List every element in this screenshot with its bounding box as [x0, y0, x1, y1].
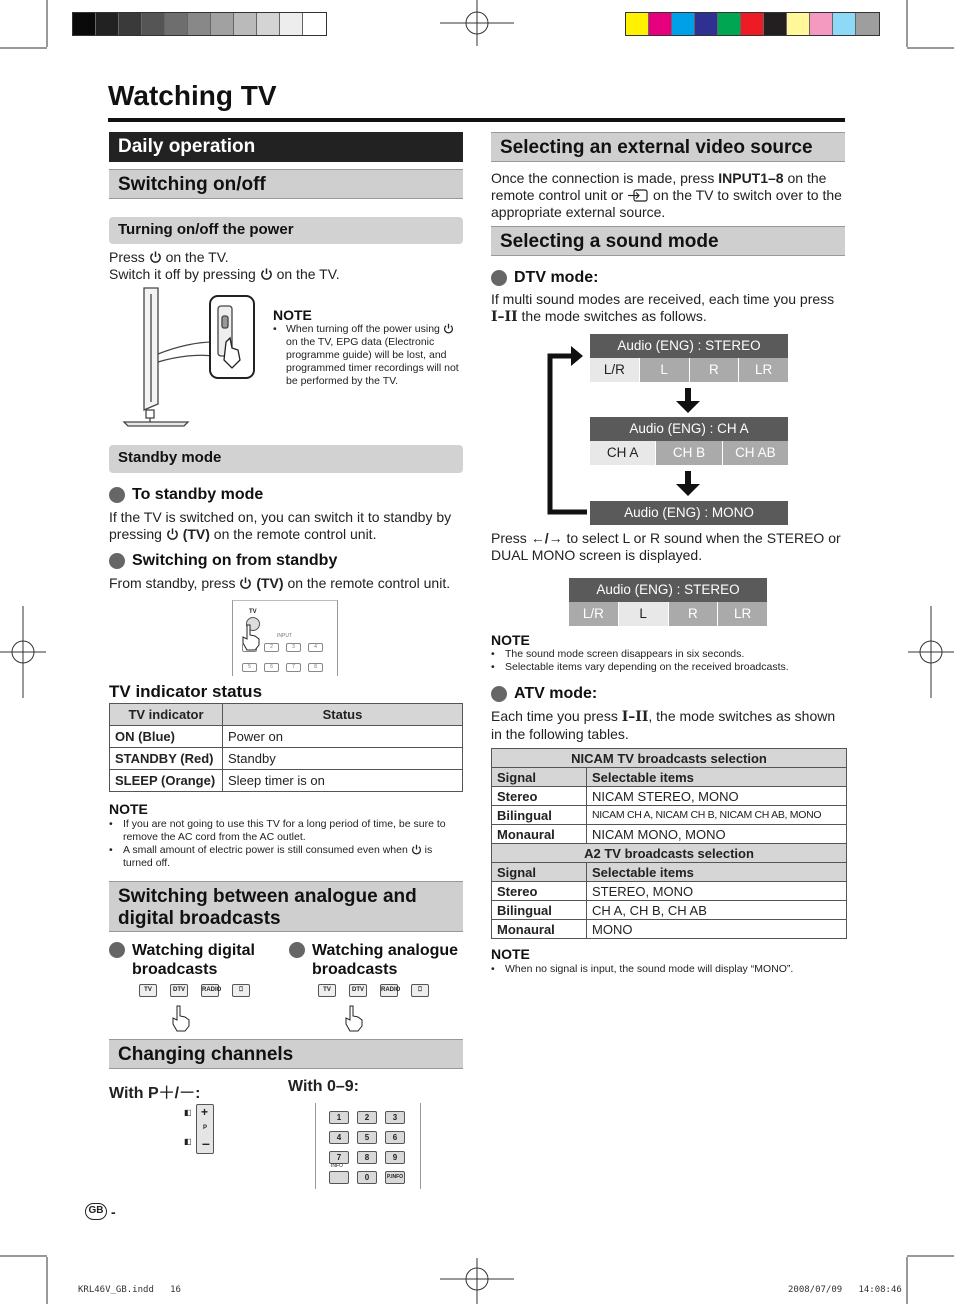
- pointing-hand-icon: [239, 621, 263, 651]
- press-lr-text: Press ←/→ to select L or R sound when the STEREO or DUAL MONO screen is displayed.: [491, 530, 841, 563]
- broadcast-key[interactable]: RADIO: [380, 984, 398, 997]
- signal-cell: Bilingual: [492, 806, 587, 825]
- number-key[interactable]: 3: [385, 1111, 405, 1124]
- watching-digital-heading: Watching digital broadcasts: [109, 941, 279, 979]
- number-key[interactable]: 2: [357, 1111, 377, 1124]
- channel-up-arrow-icon: ◧: [184, 1108, 192, 1117]
- gray-swatch: [142, 13, 165, 35]
- osd-option[interactable]: CH AB: [722, 441, 788, 465]
- power-icon: [411, 844, 422, 855]
- flow-arrow-stem: [685, 388, 691, 402]
- broadcast-key[interactable]: DTV: [349, 984, 367, 997]
- items-cell: NICAM CH A, NICAM CH B, NICAM CH AB, MONO: [587, 806, 847, 825]
- osd-option[interactable]: CH A: [590, 441, 655, 465]
- table-row: [492, 825, 847, 844]
- remote-top-illustration: [232, 600, 338, 676]
- sound-mode-header: Selecting a sound mode: [491, 226, 845, 256]
- osd-option-row: [590, 441, 788, 465]
- channel-rocker[interactable]: [196, 1104, 214, 1154]
- number-key[interactable]: [329, 1171, 349, 1184]
- indicator-title: TV indicator status: [109, 682, 263, 701]
- table-row: [492, 787, 847, 806]
- gray-swatch: [280, 13, 303, 35]
- gray-swatch: [303, 13, 326, 35]
- osd-option[interactable]: L/R: [590, 358, 639, 382]
- switching-broadcasts-header: Switching between analogue and digital broadcasts: [109, 881, 463, 932]
- signal-cell: Monaural: [492, 825, 587, 844]
- table-row: [492, 806, 847, 825]
- file-slug: KRL46V_GB.indd 16: [78, 1285, 181, 1295]
- bullet-dot: [109, 553, 125, 569]
- digital-keys-group: [139, 984, 259, 1034]
- items-cell: CH A, CH B, CH AB: [587, 901, 847, 920]
- p-label: P: [203, 1125, 208, 1131]
- osd-option[interactable]: L/R: [569, 602, 618, 626]
- pointing-hand-icon: [342, 1002, 366, 1032]
- gray-swatch: [73, 13, 96, 35]
- osd-option[interactable]: CH B: [655, 441, 721, 465]
- atv-mode-heading: ATV mode:: [491, 685, 597, 703]
- remote-number-key[interactable]: 6: [264, 663, 279, 672]
- status-cell: Power on: [223, 726, 463, 748]
- items-col-header: Selectable items: [587, 863, 847, 882]
- switching-onoff-header: Switching on/off: [109, 169, 463, 199]
- signal-col-header: Signal: [492, 768, 587, 787]
- status-cell: Sleep timer is on: [223, 770, 463, 792]
- gb-badge: GB: [85, 1203, 107, 1220]
- tv-side-illustration: [118, 284, 258, 428]
- table-row: [492, 901, 847, 920]
- gray-swatch: [96, 13, 119, 35]
- osd-option[interactable]: L: [639, 358, 689, 382]
- osd-header: Audio (ENG) : CH A: [590, 417, 788, 441]
- channel-up-down-illustration: [184, 1103, 220, 1155]
- standby-mode-header: Standby mode: [109, 445, 463, 473]
- table-title-row: [492, 749, 847, 768]
- status-col-header: Status: [223, 704, 463, 726]
- to-standby-text: If the TV is switched on, you can switch it to standby by pressing (TV) on the remote control unit.: [109, 509, 452, 542]
- signal-cell: Stereo: [492, 787, 587, 806]
- osd-option[interactable]: L: [618, 602, 668, 626]
- osd-option-row: [590, 358, 788, 382]
- page-title: Watching TV: [108, 80, 277, 111]
- power-icon: [443, 323, 454, 334]
- power-instruction-2: Switch it off by pressing on the TV.: [109, 266, 340, 282]
- items-cell: MONO: [587, 920, 847, 939]
- gray-swatch: [165, 13, 188, 35]
- table-row: [492, 768, 847, 787]
- remote-input-label: INPUT: [277, 633, 292, 639]
- atv-mode-text: Each time you press I–II, the mode switches as shown in the following tables.: [491, 708, 836, 742]
- remote-number-key[interactable]: 3: [286, 643, 301, 652]
- gray-swatch: [188, 13, 211, 35]
- bullet-dot: [289, 942, 305, 958]
- items-cell: STEREO, MONO: [587, 882, 847, 901]
- cycle-loop-arrow: [545, 342, 591, 520]
- daily-operation-header: Daily operation: [109, 132, 463, 162]
- flow-arrow-down-icon: [676, 401, 700, 413]
- broadcast-key[interactable]: ⎕: [411, 984, 429, 997]
- with-p-label: With P＋/－:: [109, 1085, 201, 1102]
- bullet-dot: [109, 487, 125, 503]
- number-key[interactable]: 4: [329, 1131, 349, 1144]
- items-cell: NICAM STEREO, MONO: [587, 787, 847, 806]
- indicator-table: [109, 703, 463, 792]
- changing-channels-header: Changing channels: [109, 1039, 463, 1069]
- number-key[interactable]: 6: [385, 1131, 405, 1144]
- broadcast-key[interactable]: ⎕: [232, 984, 250, 997]
- power-note-text: • When turning off the power using on the TV, EPG data (Electronic programme guide) will be lost, and programmed timer recordings will not be performed by the TV.: [273, 323, 459, 387]
- color-swatch: [833, 13, 856, 35]
- dtv-mode-text: If multi sound modes are received, each time you press I–II the mode switches as follows.: [491, 291, 835, 325]
- osd-cha: [590, 417, 788, 465]
- status-cell: Standby: [223, 748, 463, 770]
- osd-stereo-l-selected: [569, 578, 767, 626]
- minus-icon: –: [202, 1135, 210, 1151]
- indicator-note-title: NOTE: [109, 801, 148, 817]
- channel-down-arrow-icon: ◧: [184, 1137, 192, 1146]
- power-icon: [166, 527, 179, 541]
- remote-number-key[interactable]: 4: [308, 643, 323, 652]
- table-row: [110, 748, 463, 770]
- broadcast-key[interactable]: RADIO: [201, 984, 219, 997]
- mono-note-list: • When no signal is input, the sound mode will display “MONO”.: [491, 963, 794, 975]
- signal-cell: Monaural: [492, 920, 587, 939]
- indicator-note-list: • If you are not going to use this TV for a long period of time, be sure to remove the AC cord from the AC outlet. • A small amount of electric power is still consumed even when is turned off.: [109, 818, 446, 869]
- dtv-mode-heading: DTV mode:: [491, 269, 598, 287]
- broadcast-key[interactable]: TV: [139, 984, 157, 997]
- items-col-header: Selectable items: [587, 768, 847, 787]
- osd-mono: [590, 501, 788, 525]
- process-color-bar: [625, 12, 880, 36]
- plus-icon: +: [201, 1105, 209, 1119]
- remote-number-key[interactable]: 2: [264, 643, 279, 652]
- table-row: [492, 863, 847, 882]
- gray-swatch: [119, 13, 142, 35]
- number-key[interactable]: 0: [357, 1171, 377, 1184]
- power-icon: [239, 576, 252, 590]
- date-slug: 2008/07/09 14:08:46: [788, 1285, 902, 1295]
- sound-key-icon: I–II: [621, 709, 649, 725]
- color-swatch: [718, 13, 741, 35]
- remote-number-key[interactable]: 8: [308, 663, 323, 672]
- broadcast-selection-table: [491, 748, 847, 939]
- power-instruction-1: Press on the TV.: [109, 249, 229, 265]
- bullet-dot: [109, 942, 125, 958]
- number-key[interactable]: 5: [357, 1131, 377, 1144]
- indicator-cell: STANDBY (Red): [110, 748, 223, 770]
- bullet-dot: [491, 270, 507, 286]
- switch-on-standby-text: From standby, press (TV) on the remote control unit.: [109, 575, 451, 591]
- info-label: INFO: [331, 1163, 343, 1169]
- signal-cell: Bilingual: [492, 901, 587, 920]
- number-key[interactable]: P.INFO: [385, 1171, 405, 1184]
- broadcast-key[interactable]: TV: [318, 984, 336, 997]
- osd-option[interactable]: LR: [738, 358, 788, 382]
- table-row: [110, 726, 463, 748]
- color-swatch: [741, 13, 764, 35]
- remote-number-key[interactable]: 5: [242, 663, 257, 672]
- mono-note-title: NOTE: [491, 946, 530, 962]
- number-key[interactable]: 8: [357, 1151, 377, 1164]
- numeric-keypad: [315, 1103, 421, 1189]
- sound-key-icon: I–II: [491, 309, 518, 325]
- title-rule: [108, 118, 845, 122]
- external-source-header: Selecting an external video source: [491, 132, 845, 162]
- pointing-hand-icon: [169, 1002, 193, 1032]
- bullet-dot: [491, 686, 507, 702]
- page-number-dash: -: [111, 1204, 116, 1220]
- osd-stereo: [590, 334, 788, 382]
- osd-option-row: [569, 602, 767, 626]
- power-icon: [260, 267, 273, 281]
- color-swatch: [764, 13, 787, 35]
- color-swatch: [672, 13, 695, 35]
- remote-tv-label: TV: [249, 609, 257, 615]
- sound-note-list: • The sound mode screen disappears in six seconds. • Selectable items vary depending on the received broadcasts.: [491, 648, 789, 673]
- power-icon: [149, 250, 162, 264]
- left-right-arrow-icon: ←/→: [530, 530, 563, 546]
- gray-swatch: [211, 13, 234, 35]
- table-row: [110, 770, 463, 792]
- osd-option[interactable]: LR: [717, 602, 767, 626]
- switch-on-standby-heading: Switching on from standby: [109, 552, 337, 570]
- osd-header: Audio (ENG) : STEREO: [569, 578, 767, 602]
- color-swatch: [810, 13, 833, 35]
- osd-header: Audio (ENG) : STEREO: [590, 334, 788, 358]
- watching-analogue-heading: Watching analogue broadcasts: [289, 941, 464, 979]
- flow-arrow-stem: [685, 471, 691, 485]
- items-cell: NICAM MONO, MONO: [587, 825, 847, 844]
- signal-col-header: Signal: [492, 863, 587, 882]
- number-key[interactable]: 1: [329, 1111, 349, 1124]
- indicator-col-header: TV indicator: [110, 704, 223, 726]
- color-swatch: [695, 13, 718, 35]
- to-standby-heading: To standby mode: [109, 486, 263, 504]
- color-swatch: [649, 13, 672, 35]
- external-source-text: Once the connection is made, press INPUT1–8 on the remote control unit or on the TV to switch over to the appropriate external source.: [491, 170, 842, 220]
- osd-header: Audio (ENG) : MONO: [590, 501, 788, 525]
- table-row: [492, 920, 847, 939]
- remote-number-key[interactable]: 7: [286, 663, 301, 672]
- color-swatch: [626, 13, 649, 35]
- grayscale-color-bar: [72, 12, 327, 36]
- number-key[interactable]: 7: [329, 1151, 349, 1164]
- power-note-title: NOTE: [273, 307, 312, 323]
- sound-note-title: NOTE: [491, 632, 530, 648]
- a2-title: A2 TV broadcasts selection: [492, 844, 847, 863]
- analogue-keys-group: [318, 984, 438, 1034]
- flow-arrow-down-icon: [676, 484, 700, 496]
- input-source-icon: [627, 189, 649, 202]
- osd-option[interactable]: R: [668, 602, 718, 626]
- nicam-title: NICAM TV broadcasts selection: [492, 749, 847, 768]
- osd-option[interactable]: R: [689, 358, 739, 382]
- indicator-cell: ON (Blue): [110, 726, 223, 748]
- table-row: [492, 882, 847, 901]
- signal-cell: Stereo: [492, 882, 587, 901]
- color-swatch: [856, 13, 879, 35]
- table-title-row: [492, 844, 847, 863]
- color-swatch: [787, 13, 810, 35]
- turning-power-header: Turning on/off the power: [109, 217, 463, 244]
- number-key[interactable]: 9: [385, 1151, 405, 1164]
- with-09-label: With 0–9:: [288, 1078, 359, 1095]
- indicator-cell: SLEEP (Orange): [110, 770, 223, 792]
- gray-swatch: [257, 13, 280, 35]
- gray-swatch: [234, 13, 257, 35]
- broadcast-key[interactable]: DTV: [170, 984, 188, 997]
